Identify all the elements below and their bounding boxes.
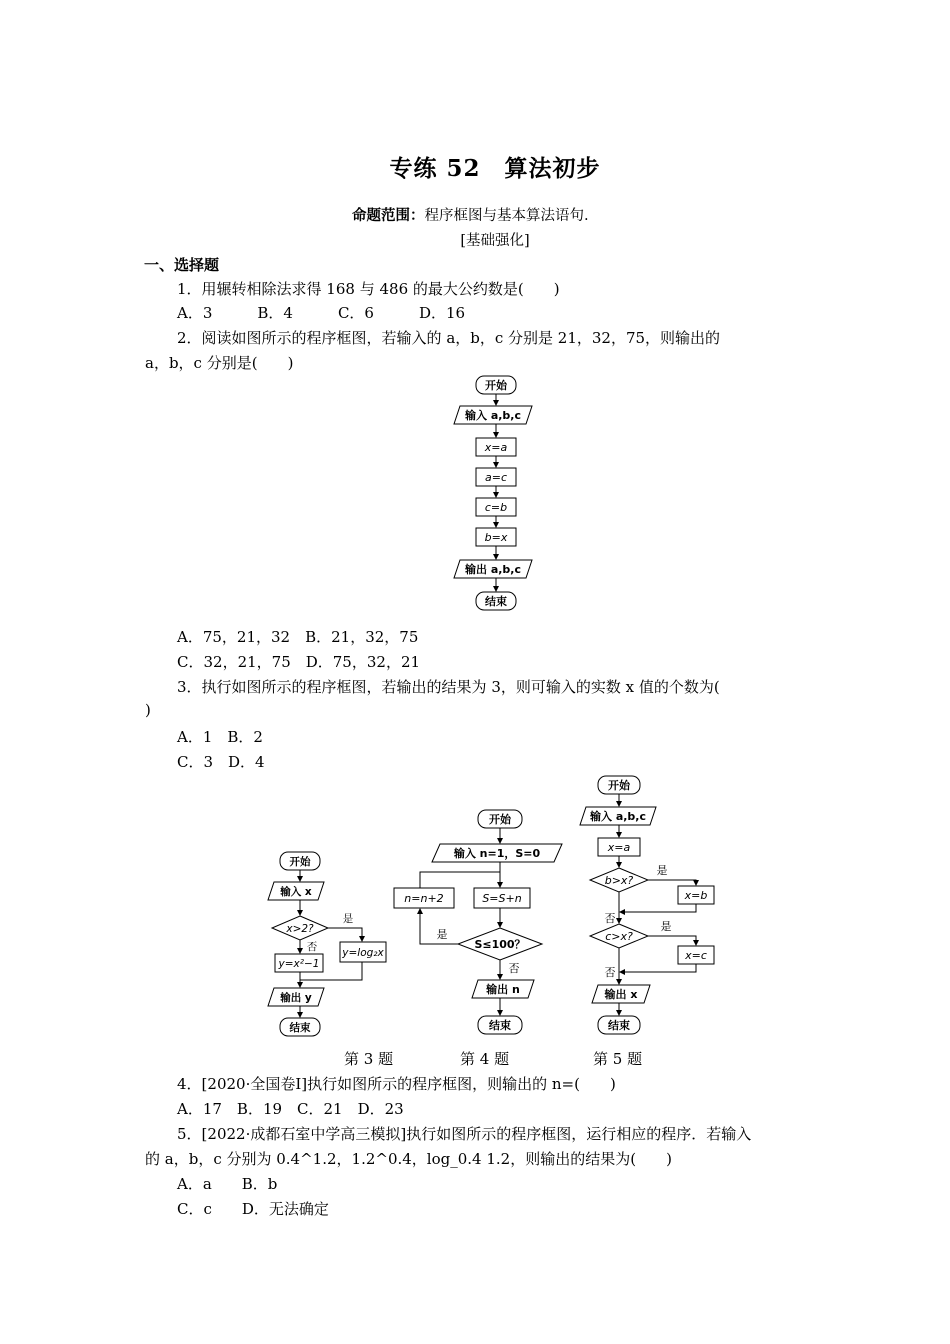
question-2-stem-line1: 2．阅读如图所示的程序框图，若输入的 a，b，c 分别是 21，32，75，则输出的 [177, 329, 721, 347]
question-3-options-ab: A．1 B．2 [177, 728, 263, 746]
flow3-right-branch: y=log₂x [342, 947, 384, 959]
question-5-stem-line2: 的 a，b，c 分别为 0.4^1.2，1.2^0.4，log_0.4 1.2，则输出的结果为( ) [145, 1150, 672, 1168]
flow4-condition: S≤100？ [474, 938, 526, 951]
flow3-start: 开始 [289, 856, 311, 868]
flow2-step3: c=b [484, 501, 508, 514]
figure-5-caption: 第 5 题 [593, 1050, 643, 1068]
figure-3-caption: 第 3 题 [344, 1050, 394, 1068]
flow3-output: 输出 y [280, 992, 312, 1004]
question-2-options-cd: C．32，21，75 D．75，32，21 [177, 653, 421, 671]
question-3-flowchart [262, 846, 392, 1042]
question-2-flowchart [440, 372, 550, 618]
flow5-yes-label-2: 是 [660, 920, 672, 933]
page-title: 专练 52 算法初步 [389, 155, 601, 182]
topic-scope-text: 程序框图与基本算法语句. [424, 208, 589, 224]
flow4-input: 输入 n=1，S=0 [453, 847, 541, 860]
flow5-end: 结束 [608, 1019, 630, 1032]
flow5-assign-c: x=c [685, 949, 707, 962]
flow2-step4: b=x [484, 531, 508, 544]
question-5-options-ab: A．a B．b [177, 1175, 278, 1193]
flow4-output: 输出 n [486, 983, 520, 996]
question-4-options: A．17 B．19 C．21 D．23 [177, 1100, 404, 1118]
question-2-stem-line2: a，b，c 分别是( ) [145, 354, 294, 372]
flow5-start: 开始 [608, 779, 630, 792]
flow5-yes-label-1: 是 [656, 864, 668, 877]
flow3-left-branch: y=x²−1 [278, 958, 320, 970]
flow5-condition-1: b>x? [604, 874, 634, 887]
flow3-no-label: 否 [306, 941, 318, 953]
flow2-step2: a=c [484, 471, 508, 484]
flow2-step1: x=a [484, 441, 508, 454]
question-4-flowchart [392, 806, 570, 1042]
question-3-stem-line1: 3．执行如图所示的程序框图，若输出的结果为 3，则可输入的实数 x 值的个数为( [177, 678, 720, 696]
flow4-no-label: 否 [508, 962, 520, 975]
flow2-start: 开始 [485, 379, 507, 392]
flow4-update-n: n=n+2 [404, 892, 444, 905]
flow4-end: 结束 [489, 1019, 511, 1032]
flow2-output: 输出 a,b,c [464, 563, 522, 576]
section-heading: 一、选择题 [144, 256, 220, 274]
question-5-stem-line1: 5．[2022·成都石室中学高三模拟]执行如图所示的程序框图，运行相应的程序．若输入 [177, 1125, 752, 1143]
flow3-input: 输入 x [280, 886, 312, 898]
flow5-condition-2: c>x? [605, 930, 633, 943]
flow4-yes-label: 是 [436, 928, 448, 941]
question-1-options: A．3 B．4 C．6 D．16 [177, 304, 466, 322]
flow3-end: 结束 [289, 1022, 311, 1034]
topic-scope [352, 204, 589, 225]
question-1-stem: 1．用辗转相除法求得 168 与 486 的最大公约数是( ) [177, 280, 560, 298]
flow4-start: 开始 [489, 813, 511, 826]
flow5-input: 输入 a,b,c [589, 810, 647, 823]
question-3-options-cd: C．3 D．4 [177, 753, 265, 771]
question-2-options-ab: A．75，21，32 B．21，32，75 [177, 628, 419, 646]
question-5-flowchart [574, 770, 724, 1042]
difficulty-level: [基础强化] [460, 233, 530, 249]
question-4-stem: 4．[2020·全国卷Ⅰ]执行如图所示的程序框图，则输出的 n=( ) [177, 1075, 616, 1093]
topic-scope-label: 命题范围： [352, 208, 425, 224]
flow2-input: 输入 a,b,c [464, 409, 522, 422]
question-3-stem-line2: ) [145, 701, 151, 719]
question-5-options-cd: C．c D．无法确定 [177, 1200, 329, 1218]
flow3-condition: x>2? [286, 923, 314, 935]
flow5-no-label-1: 否 [604, 912, 616, 925]
flow3-yes-label: 是 [342, 913, 354, 925]
figure-4-caption: 第 4 题 [460, 1050, 510, 1068]
flow2-end: 结束 [485, 595, 507, 608]
flow5-assign-b: x=b [684, 889, 708, 902]
flow5-output: 输出 x [604, 988, 638, 1001]
flow4-update-s: S=S+n [482, 892, 522, 905]
flow5-step1: x=a [607, 841, 631, 854]
flow5-no-label-2: 否 [604, 966, 616, 979]
